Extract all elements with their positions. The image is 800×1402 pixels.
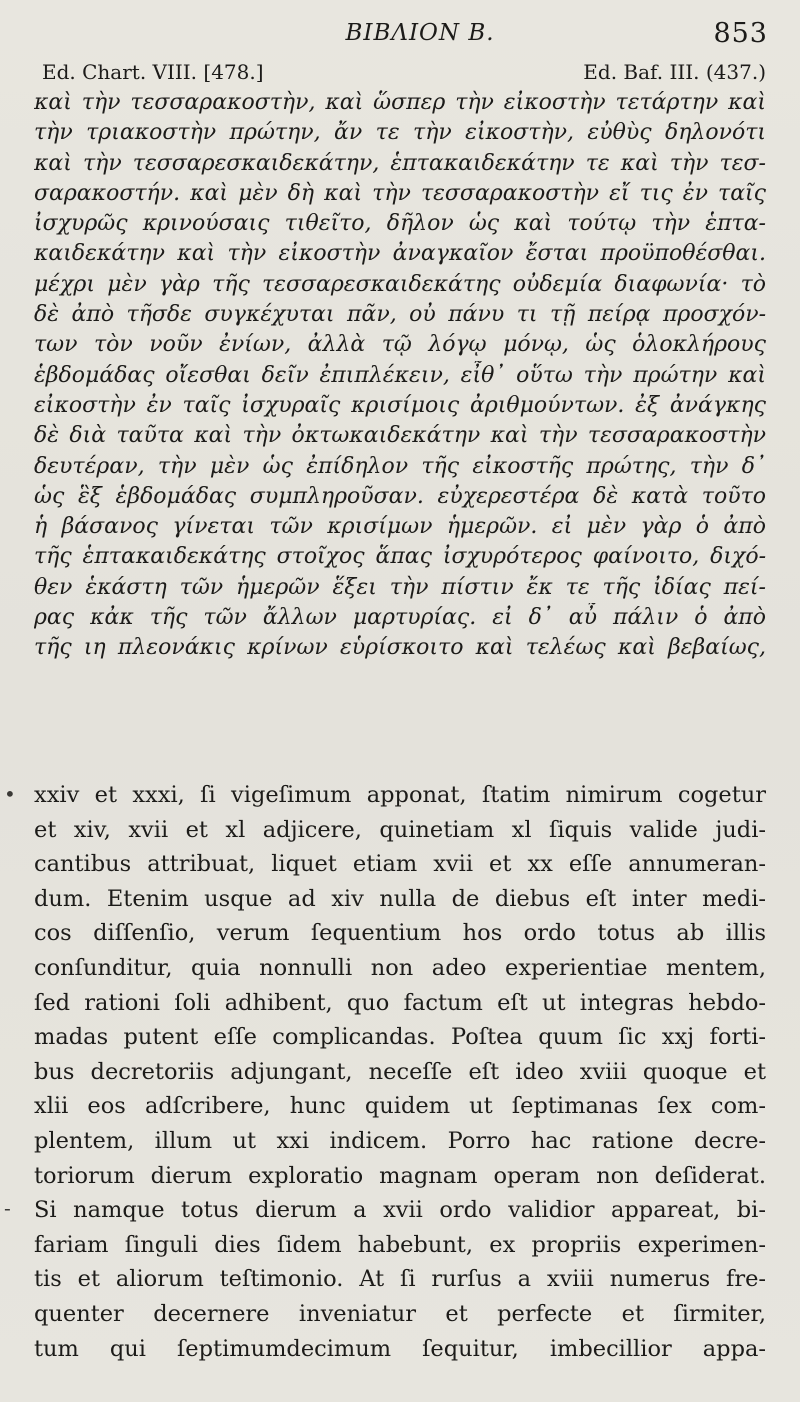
latin-text-line: xxiv et xxxi, ſi vigeſimum apponat, ſtatim nimirum cogetur xyxy=(34,782,766,808)
latin-text-line: xlii eos adſcribere, hunc quidem ut ſeptimanas ſex com- xyxy=(34,1093,766,1120)
edition-right-reference: Ed. Baf. III. (437.) xyxy=(583,60,766,84)
page-number: 853 xyxy=(713,18,768,49)
greek-text-line: δὲ διὰ ταῦτα καὶ τὴν ὀκτωκαιδεκάτην καὶ τὴν τεσσαρακοστὴν xyxy=(34,423,766,449)
greek-text-line: εἰκοστὴν ἐν ταῖς ἰσχυραῖς κρισίμοις ἀριθμούντων. ἐξ ἀνάγκης xyxy=(34,392,766,418)
greek-text-line: ἑβδομάδας οἴεσθαι δεῖν ἐπιπλέκειν, εἶθ᾽ οὕτω τὴν πρώτην καὶ xyxy=(34,362,766,388)
margin-dot-mark: • xyxy=(4,782,16,806)
greek-text-line: καιδεκάτην καὶ τὴν εἰκοστὴν ἀναγκαῖον ἔσται προϋποθέσθαι. xyxy=(34,241,766,267)
latin-text-line: tum qui ſeptimumdecimum ſequitur, imbecillior appa- xyxy=(34,1335,766,1362)
greek-text-line: δὲ ἀπὸ τῆσδε συγκέχυται πᾶν, οὐ πάνυ τι τῇ πείρᾳ προσχόν- xyxy=(34,302,766,328)
greek-text-line: θεν ἑκάστη τῶν ἡμερῶν ἕξει τὴν πίστιν ἔκ τε τῆς ἰδίας πεί- xyxy=(34,574,766,600)
greek-text-line: των τὸν νοῦν ἐνίων, ἀλλὰ τῷ λόγῳ μόνῳ, ὡς ὁλοκλήρους xyxy=(34,332,766,358)
latin-text-line: cos diſſenſio, verum ſequentium hos ordo totus ab illis xyxy=(34,920,766,947)
latin-text-line: Si namque totus dierum a xvii ordo validior appareat, bi- xyxy=(34,1197,766,1224)
greek-text-line: σαρακοστήν. καὶ μὲν δὴ καὶ τὴν τεσσαρακοστὴν εἴ τις ἐν ταῖς xyxy=(34,180,766,206)
latin-text-line: cantibus attribuat, liquet etiam xvii et xx eſſe annumeran- xyxy=(34,851,766,878)
latin-text-line: bus decretoriis adjungant, neceſſe eſt ideo xviii quoque et xyxy=(34,1058,766,1085)
greek-text-line: καὶ τὴν τεσσαρακοστὴν, καὶ ὥσπερ τὴν εἰκοστὴν τετάρτην καὶ xyxy=(34,90,766,115)
latin-text-line: ſed rationi ſoli adhibent, quo factum eſt ut integras hebdo- xyxy=(34,989,766,1016)
greek-text-line: ὡς ἓξ ἑβδομάδας συμπληροῦσαν. εὐχερεστέρα δὲ κατὰ τοῦτο xyxy=(34,483,766,509)
greek-text-block xyxy=(34,88,766,664)
edition-left-reference: Ed. Chart. VIII. [478.] xyxy=(42,60,264,84)
latin-text-line: fariam ſinguli dies ſidem habebunt, ex propriis experimen- xyxy=(34,1231,766,1258)
margin-dash-mark: - xyxy=(4,1196,11,1220)
greek-text-line: δευτέραν, τὴν μὲν ὡς ἐπίδηλον τῆς εἰκοστῆς πρώτης, τὴν δ᾽ xyxy=(34,453,766,479)
greek-text-line: ρας κἀκ τῆς τῶν ἄλλων μαρτυρίας. εἰ δ᾽ αὖ πάλιν ὁ ἀπὸ xyxy=(34,605,766,631)
greek-text-line: καὶ τὴν τεσσαρεσκαιδεκάτην, ἑπτακαιδεκάτην τε καὶ τὴν τεσ- xyxy=(34,150,766,176)
latin-text-block xyxy=(34,778,766,1366)
greek-text-line: τῆς ἑπτακαιδεκάτης στοῖχος ἅπας ἰσχυρότερος φαίνοιτο, διχό- xyxy=(34,544,766,570)
greek-text-line: ἰσχυρῶς κρινούσαις τιθεῖτο, δῆλον ὡς καὶ τούτῳ τὴν ἑπτα- xyxy=(34,211,766,237)
latin-text-line: quenter decernere inveniatur et perfecte et ſirmiter, xyxy=(34,1300,766,1327)
edition-reference-line xyxy=(42,60,766,90)
latin-text-line: plentem, illum ut xxi indicem. Porro hac ratione decre- xyxy=(34,1127,766,1154)
greek-text-line: μέχρι μὲν γὰρ τῆς τεσσαρεσκαιδεκάτης οὐδεμία διαφωνία· τὸ xyxy=(34,271,766,297)
latin-text-line: madas putent eſſe complicandas. Poſtea quum ſic xxj forti- xyxy=(34,1024,766,1051)
latin-text-line: et xiv, xvii et xl adjicere, quinetiam xl ſiquis valide judi- xyxy=(34,816,766,843)
greek-text-line: τῆς ιη πλεονάκις κρίνων εὑρίσκοιτο καὶ τελέως καὶ βεβαίως, xyxy=(34,635,766,661)
latin-text-line: toriorum dierum exploratio magnam operam non deſiderat. xyxy=(34,1162,766,1189)
running-head xyxy=(30,14,770,54)
latin-text-line: tis et aliorum teſtimonio. At ſi rurſus a xviii numerus fre- xyxy=(34,1266,766,1293)
book-title: ΒΙΒΛΙΟΝ Β. xyxy=(345,20,495,46)
greek-text-line: τὴν τριακοστὴν πρώτην, ἄν τε τὴν εἰκοστὴν, εὐθὺς δηλονότι xyxy=(34,120,766,146)
latin-text-line: conſunditur, quia nonnulli non adeo experientiae mentem, xyxy=(34,954,766,981)
latin-text-line: dum. Etenim usque ad xiv nulla de diebus eſt inter medi- xyxy=(34,885,766,912)
greek-text-line: ἡ βάσανος γίνεται τῶν κρισίμων ἡμερῶν. εἰ μὲν γὰρ ὁ ἀπὸ xyxy=(34,514,766,540)
